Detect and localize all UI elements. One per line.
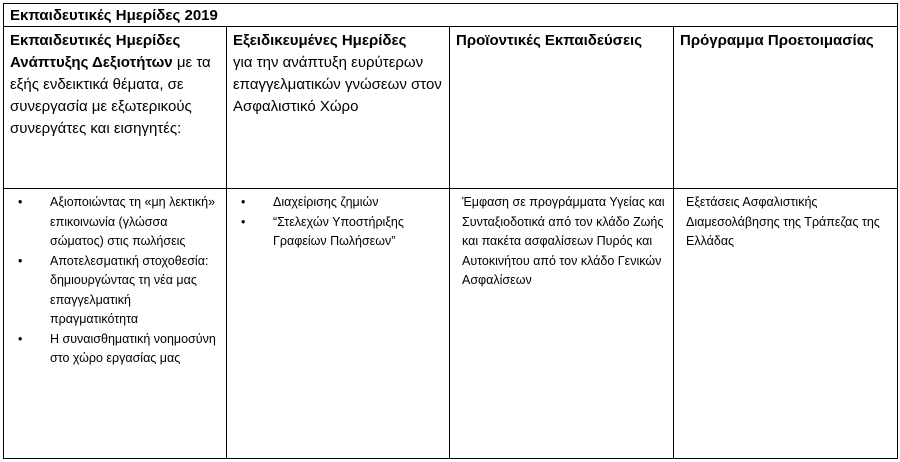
list-item [233, 213, 443, 252]
list-item-text: Αξιοποιώντας τη «μη λεκτική» επικοινωνία (γλώσσα σώματος) στις πωλήσεις [50, 195, 216, 248]
heading-product-training [450, 27, 674, 189]
product-training-cell [450, 189, 674, 459]
table-title: Εκπαιδευτικές Ημερίδες 2019 [4, 4, 898, 27]
bullet-icon: • [241, 195, 246, 209]
list-item [10, 330, 220, 369]
heading-preparation-program [674, 27, 898, 189]
heading-text: με τα εξής ενδεικτικά θέματα, σε συνεργασία με εξωτερικούς συνεργάτες και εισηγητές: [10, 54, 211, 137]
heading-text: για την ανάπτυξη ευρύτερων επαγγελματικών γνώσεων στον Ασφαλιστικό Χώρο [233, 54, 442, 115]
skills-topics-cell [4, 189, 227, 459]
preparation-program-text: Εξετάσεις Ασφαλιστικής Διαμεσολάβησης της Τράπεζας της Ελλάδας [686, 195, 880, 248]
heading-bold: Προϊοντικές Εκπαιδεύσεις [456, 32, 643, 49]
preparation-program-cell [674, 189, 898, 459]
training-days-table [3, 3, 898, 459]
list-item-text: Η συναισθηματική νοημοσύνη στο χώρο εργασίας μας [50, 331, 216, 365]
heading-skills-development [4, 27, 227, 189]
bullet-icon: • [18, 253, 23, 268]
title-row [4, 4, 898, 27]
list-item [233, 193, 443, 213]
list-item-text: “Στελεχών Υποστήριξης Γραφείων Πωλήσεων” [273, 214, 404, 248]
heading-bold: Εξειδικευμένες Ημερίδες [233, 32, 407, 49]
heading-bold: Εκπαιδευτικές Ημερίδες Ανάπτυξης Δεξιοτήτων [10, 32, 181, 71]
list-item-text: Αποτελεσματική στοχοθεσία: δημιουργώντας τη νέα μας επαγγελματική πραγματικότητα [50, 253, 209, 326]
heading-bold: Πρόγραμμα Προετοιμασίας [680, 32, 874, 49]
list-item [10, 252, 220, 330]
bullet-icon: • [18, 331, 23, 346]
specialized-topics-list [233, 193, 443, 252]
bullet-icon: • [18, 195, 23, 209]
skills-topics-list [10, 193, 220, 369]
heading-row [4, 27, 898, 189]
list-item [10, 193, 220, 252]
content-row [4, 189, 898, 459]
list-item-text: Διαχείρισης ζημιών [273, 195, 379, 209]
specialized-topics-cell [227, 189, 450, 459]
product-training-text: Έμφαση σε προγράμματα Υγείας και Συνταξιοδοτικά από τον κλάδο Ζωής και πακέτα ασφαλίσεων Πυρός και Αυτοκινήτου από τον κλάδο Γενικών Ασφαλίσεων [462, 195, 665, 287]
heading-specialized-days [227, 27, 450, 189]
bullet-icon: • [241, 214, 246, 229]
